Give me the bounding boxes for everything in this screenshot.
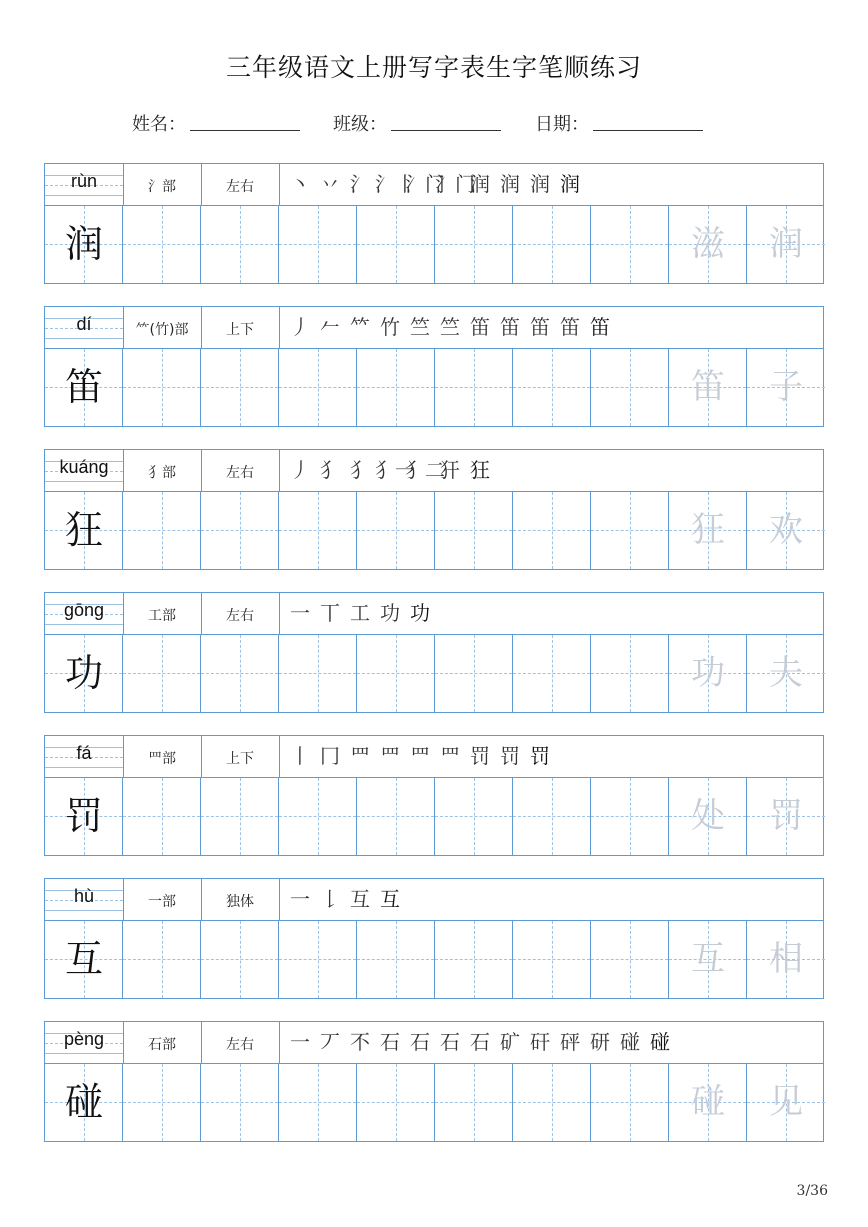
practice-cell[interactable] — [357, 921, 435, 998]
cell-guide-vertical — [240, 778, 241, 855]
practice-cell[interactable] — [123, 349, 201, 426]
char-block — [44, 735, 824, 856]
cell-guide-vertical — [162, 349, 163, 426]
block-header — [45, 307, 823, 349]
date-underline — [593, 130, 703, 131]
stroke-step: 竺 — [410, 315, 430, 339]
cell-guide-vertical — [552, 492, 553, 569]
practice-cell[interactable] — [513, 635, 591, 712]
stroke-order — [285, 741, 555, 771]
char-block — [44, 449, 824, 570]
stroke-step: 研 — [590, 1030, 610, 1054]
cell-guide-vertical — [474, 349, 475, 426]
practice-cell[interactable] — [201, 778, 279, 855]
model-character: 功 — [64, 651, 103, 695]
pinyin-box — [45, 879, 123, 921]
pinyin-box — [45, 593, 123, 635]
practice-cell[interactable] — [357, 206, 435, 283]
header-divider — [123, 1022, 124, 1063]
cell-guide-vertical — [318, 921, 319, 998]
header-divider — [279, 450, 280, 491]
header-divider — [201, 164, 202, 205]
trace-word-character: 欢 — [769, 510, 803, 550]
stroke-step: 犭一 — [375, 458, 415, 482]
practice-grid — [45, 492, 823, 569]
pinyin: dí — [76, 314, 92, 334]
header-divider — [123, 736, 124, 777]
pinyin-guide-line — [45, 481, 123, 482]
stroke-step: 互 — [350, 887, 370, 911]
practice-cell[interactable] — [279, 206, 357, 283]
model-character: 互 — [64, 937, 103, 981]
stroke-step: 不 — [350, 1030, 370, 1054]
stroke-step: 互 — [380, 887, 400, 911]
cell-guide-vertical — [162, 921, 163, 998]
stroke-order — [285, 598, 435, 628]
header-divider — [279, 307, 280, 348]
stroke-step: 丶 — [290, 172, 310, 196]
practice-cell[interactable] — [435, 778, 513, 855]
stroke-step: 罚 — [500, 744, 520, 768]
cell-guide-vertical — [630, 349, 631, 426]
practice-grid — [45, 349, 823, 426]
stroke-step: 犴 — [440, 458, 460, 482]
stroke-step: 润 — [500, 172, 520, 196]
practice-cell[interactable] — [201, 1064, 279, 1141]
practice-cell[interactable] — [435, 492, 513, 569]
pinyin-guide-line — [45, 1053, 123, 1054]
stroke-step: 工 — [350, 601, 370, 625]
cell-guide-vertical — [630, 921, 631, 998]
cell-guide-vertical — [240, 1064, 241, 1141]
practice-cell[interactable] — [357, 635, 435, 712]
name-underline — [190, 130, 300, 131]
stroke-step: 犭 — [350, 458, 370, 482]
cell-guide-vertical — [474, 206, 475, 283]
trace-word-character: 润 — [769, 224, 803, 264]
pinyin: hù — [73, 886, 95, 906]
header-divider — [201, 593, 202, 634]
stroke-step: 笛 — [530, 315, 550, 339]
stroke-step: 笛 — [500, 315, 520, 339]
block-header — [45, 164, 823, 206]
page-number: 3/36 — [796, 1183, 828, 1199]
practice-cell[interactable] — [435, 349, 513, 426]
stroke-step: 矸 — [530, 1030, 550, 1054]
stroke-step: 丨 — [290, 744, 310, 768]
cell-guide-vertical — [162, 778, 163, 855]
trace-word-character: 夫 — [769, 653, 803, 693]
stroke-step: 碰 — [650, 1030, 670, 1054]
block-header — [45, 879, 823, 921]
stroke-step: 竹 — [380, 315, 400, 339]
cell-guide-vertical — [630, 206, 631, 283]
radical: 罒部 — [148, 751, 176, 767]
stroke-step: 𠄌 — [320, 887, 340, 911]
header-divider — [279, 736, 280, 777]
practice-cell[interactable] — [591, 635, 669, 712]
cell-guide-vertical — [474, 778, 475, 855]
pinyin-guide-line — [45, 910, 123, 911]
practice-cell[interactable] — [435, 206, 513, 283]
structure: 独体 — [226, 894, 254, 910]
stroke-step: 石 — [380, 1030, 400, 1054]
date-label: 日期： — [535, 114, 589, 135]
char-block — [44, 1021, 824, 1142]
stroke-step: 丿 — [290, 458, 310, 482]
practice-cell[interactable] — [201, 492, 279, 569]
header-divider — [201, 736, 202, 777]
stroke-step: 氵门 — [435, 172, 475, 196]
trace-word-character: 碰 — [691, 1082, 725, 1122]
header-divider — [201, 307, 202, 348]
model-character: 润 — [64, 222, 103, 266]
practice-grid — [45, 206, 823, 283]
practice-cell[interactable] — [279, 492, 357, 569]
practice-cell[interactable] — [435, 635, 513, 712]
date-field — [535, 110, 589, 136]
structure: 左右 — [226, 608, 254, 624]
header-divider — [279, 879, 280, 920]
practice-cell[interactable] — [513, 921, 591, 998]
stroke-step: 石 — [440, 1030, 460, 1054]
pinyin-guide-line — [45, 624, 123, 625]
stroke-step: 罚 — [470, 744, 490, 768]
radical: 一部 — [148, 894, 176, 910]
trace-word-character: 相 — [769, 939, 803, 979]
practice-cell[interactable] — [357, 1064, 435, 1141]
practice-cell[interactable] — [591, 1064, 669, 1141]
trace-word-character: 功 — [691, 653, 725, 693]
stroke-step: 罚 — [530, 744, 550, 768]
pinyin-box — [45, 1022, 123, 1064]
stroke-step: 冂 — [320, 744, 340, 768]
cell-guide-vertical — [630, 778, 631, 855]
pinyin-box — [45, 307, 123, 349]
stroke-step: 笛 — [560, 315, 580, 339]
header-divider — [123, 593, 124, 634]
char-block — [44, 306, 824, 427]
header-divider — [279, 1022, 280, 1063]
cell-guide-vertical — [318, 1064, 319, 1141]
stroke-step: 功 — [410, 601, 430, 625]
stroke-step: 润 — [560, 172, 580, 196]
cell-guide-vertical — [318, 492, 319, 569]
header-divider — [123, 164, 124, 205]
practice-cell[interactable] — [123, 921, 201, 998]
pinyin-guide-line — [45, 195, 123, 196]
cell-guide-vertical — [552, 206, 553, 283]
stroke-step: 𥫗 — [350, 315, 370, 339]
page-title: 三年级语文上册写字表生字笔顺练习 — [225, 53, 642, 82]
stroke-step: 润 — [530, 172, 550, 196]
radical: 石部 — [148, 1037, 176, 1053]
practice-cell[interactable] — [279, 778, 357, 855]
stroke-step: 丅 — [320, 601, 340, 625]
practice-cell[interactable] — [513, 206, 591, 283]
header-divider — [201, 879, 202, 920]
practice-cell[interactable] — [513, 1064, 591, 1141]
block-header — [45, 593, 823, 635]
practice-cell[interactable] — [279, 635, 357, 712]
practice-grid — [45, 635, 823, 712]
practice-cell[interactable] — [435, 921, 513, 998]
cell-guide-vertical — [552, 635, 553, 712]
header-divider — [123, 879, 124, 920]
pinyin: gōng — [63, 600, 105, 620]
stroke-step: 竺 — [440, 315, 460, 339]
block-header — [45, 736, 823, 778]
practice-cell[interactable] — [357, 778, 435, 855]
cell-guide-vertical — [162, 492, 163, 569]
practice-cell[interactable] — [591, 349, 669, 426]
trace-word-character: 笛 — [691, 367, 725, 407]
practice-cell[interactable] — [357, 349, 435, 426]
stroke-step: 氵门 — [405, 172, 445, 196]
char-block — [44, 163, 824, 284]
trace-word-character: 子 — [769, 367, 803, 407]
class-label: 班级： — [333, 114, 387, 135]
stroke-step: 润 — [470, 172, 490, 196]
pinyin: fá — [76, 743, 92, 763]
class-field — [333, 110, 387, 136]
stroke-order — [285, 884, 405, 914]
cell-guide-vertical — [552, 1064, 553, 1141]
cell-guide-vertical — [318, 635, 319, 712]
block-header — [45, 1022, 823, 1064]
pinyin: pèng — [63, 1029, 105, 1049]
name-label: 姓名： — [132, 114, 186, 135]
structure: 左右 — [226, 179, 254, 195]
cell-guide-vertical — [396, 492, 397, 569]
stroke-step: 碰 — [620, 1030, 640, 1054]
practice-cell[interactable] — [123, 206, 201, 283]
structure: 上下 — [226, 751, 254, 767]
char-block — [44, 592, 824, 713]
structure: 上下 — [226, 322, 254, 338]
radical: 工部 — [148, 608, 176, 624]
stroke-step: 氵丨 — [375, 172, 415, 196]
cell-guide-vertical — [630, 492, 631, 569]
trace-word-character: 处 — [691, 796, 725, 836]
radical: 犭部 — [148, 465, 176, 481]
practice-cell[interactable] — [201, 206, 279, 283]
cell-guide-vertical — [240, 635, 241, 712]
pinyin-box — [45, 736, 123, 778]
stroke-step: 丆 — [320, 1030, 340, 1054]
practice-cell[interactable] — [513, 349, 591, 426]
block-header — [45, 450, 823, 492]
stroke-step: 𠂉 — [320, 315, 340, 339]
practice-cell[interactable] — [123, 778, 201, 855]
cell-guide-vertical — [552, 921, 553, 998]
stroke-step: 犭二 — [405, 458, 445, 482]
stroke-step: 氵 — [350, 172, 370, 196]
stroke-step: 罒 — [380, 744, 400, 768]
cell-guide-vertical — [162, 1064, 163, 1141]
stroke-step: 一 — [290, 1030, 310, 1054]
stroke-step: 一 — [290, 601, 310, 625]
cell-guide-vertical — [474, 1064, 475, 1141]
practice-grid — [45, 1064, 823, 1141]
practice-cell[interactable] — [123, 1064, 201, 1141]
stroke-step: 丷 — [320, 172, 340, 196]
model-character: 碰 — [64, 1080, 103, 1124]
radical: 氵部 — [148, 179, 176, 195]
stroke-step: 砰 — [560, 1030, 580, 1054]
stroke-step: 狂 — [470, 458, 490, 482]
stroke-step: 罒 — [350, 744, 370, 768]
model-character: 笛 — [64, 365, 103, 409]
pinyin-box — [45, 164, 123, 206]
header-divider — [123, 307, 124, 348]
practice-cell[interactable] — [201, 349, 279, 426]
cell-guide-vertical — [552, 349, 553, 426]
stroke-step: 罒 — [440, 744, 460, 768]
cell-guide-vertical — [396, 349, 397, 426]
practice-cell[interactable] — [591, 206, 669, 283]
cell-guide-vertical — [552, 778, 553, 855]
practice-cell[interactable] — [591, 921, 669, 998]
stroke-step: 丿 — [290, 315, 310, 339]
trace-word-character: 互 — [691, 939, 725, 979]
stroke-order — [285, 169, 585, 199]
pinyin-box — [45, 450, 123, 492]
cell-guide-vertical — [318, 778, 319, 855]
trace-word-character: 罚 — [769, 796, 803, 836]
practice-grid — [45, 921, 823, 998]
structure: 左右 — [226, 1037, 254, 1053]
cell-guide-vertical — [396, 778, 397, 855]
pinyin-guide-line — [45, 767, 123, 768]
cell-guide-vertical — [240, 206, 241, 283]
cell-guide-vertical — [474, 492, 475, 569]
stroke-step: 笛 — [470, 315, 490, 339]
stroke-step: 功 — [380, 601, 400, 625]
practice-cell[interactable] — [513, 778, 591, 855]
class-underline — [391, 130, 501, 131]
trace-word-character: 狂 — [691, 510, 725, 550]
cell-guide-vertical — [240, 492, 241, 569]
cell-guide-vertical — [396, 206, 397, 283]
practice-grid — [45, 778, 823, 855]
model-character: 狂 — [64, 508, 103, 552]
cell-guide-vertical — [162, 206, 163, 283]
stroke-step: 一 — [290, 887, 310, 911]
model-character: 罚 — [64, 794, 103, 838]
cell-guide-vertical — [318, 206, 319, 283]
stroke-step: 罒 — [410, 744, 430, 768]
practice-cell[interactable] — [279, 349, 357, 426]
stroke-step: 石 — [470, 1030, 490, 1054]
pinyin: rùn — [70, 171, 97, 191]
radical: ⺮(竹)部 — [135, 322, 189, 338]
header-divider — [201, 1022, 202, 1063]
header-divider — [201, 450, 202, 491]
name-field — [132, 110, 186, 136]
cell-guide-vertical — [318, 349, 319, 426]
practice-cell[interactable] — [201, 921, 279, 998]
cell-guide-vertical — [396, 921, 397, 998]
practice-cell[interactable] — [435, 1064, 513, 1141]
char-block — [44, 878, 824, 999]
cell-guide-vertical — [630, 1064, 631, 1141]
practice-cell[interactable] — [123, 635, 201, 712]
header-divider — [279, 593, 280, 634]
stroke-order — [285, 312, 615, 342]
practice-cell[interactable] — [591, 492, 669, 569]
cell-guide-vertical — [162, 635, 163, 712]
practice-cell[interactable] — [513, 492, 591, 569]
practice-cell[interactable] — [357, 492, 435, 569]
pinyin: kuáng — [59, 457, 109, 477]
trace-word-character: 滋 — [691, 224, 725, 264]
stroke-order — [285, 455, 495, 485]
practice-cell[interactable] — [279, 921, 357, 998]
header-divider — [123, 450, 124, 491]
structure: 左右 — [226, 465, 254, 481]
stroke-step: 石 — [410, 1030, 430, 1054]
cell-guide-vertical — [396, 1064, 397, 1141]
practice-cell[interactable] — [591, 778, 669, 855]
pinyin-guide-line — [45, 338, 123, 339]
header-divider — [279, 164, 280, 205]
cell-guide-vertical — [240, 349, 241, 426]
practice-cell[interactable] — [123, 492, 201, 569]
cell-guide-vertical — [630, 635, 631, 712]
stroke-order — [285, 1027, 675, 1057]
practice-cell[interactable] — [279, 1064, 357, 1141]
stroke-step: 矿 — [500, 1030, 520, 1054]
stroke-step: 犭 — [320, 458, 340, 482]
cell-guide-vertical — [474, 921, 475, 998]
trace-word-character: 见 — [769, 1082, 803, 1122]
practice-cell[interactable] — [201, 635, 279, 712]
cell-guide-vertical — [396, 635, 397, 712]
cell-guide-vertical — [240, 921, 241, 998]
cell-guide-vertical — [474, 635, 475, 712]
stroke-step: 笛 — [590, 315, 610, 339]
